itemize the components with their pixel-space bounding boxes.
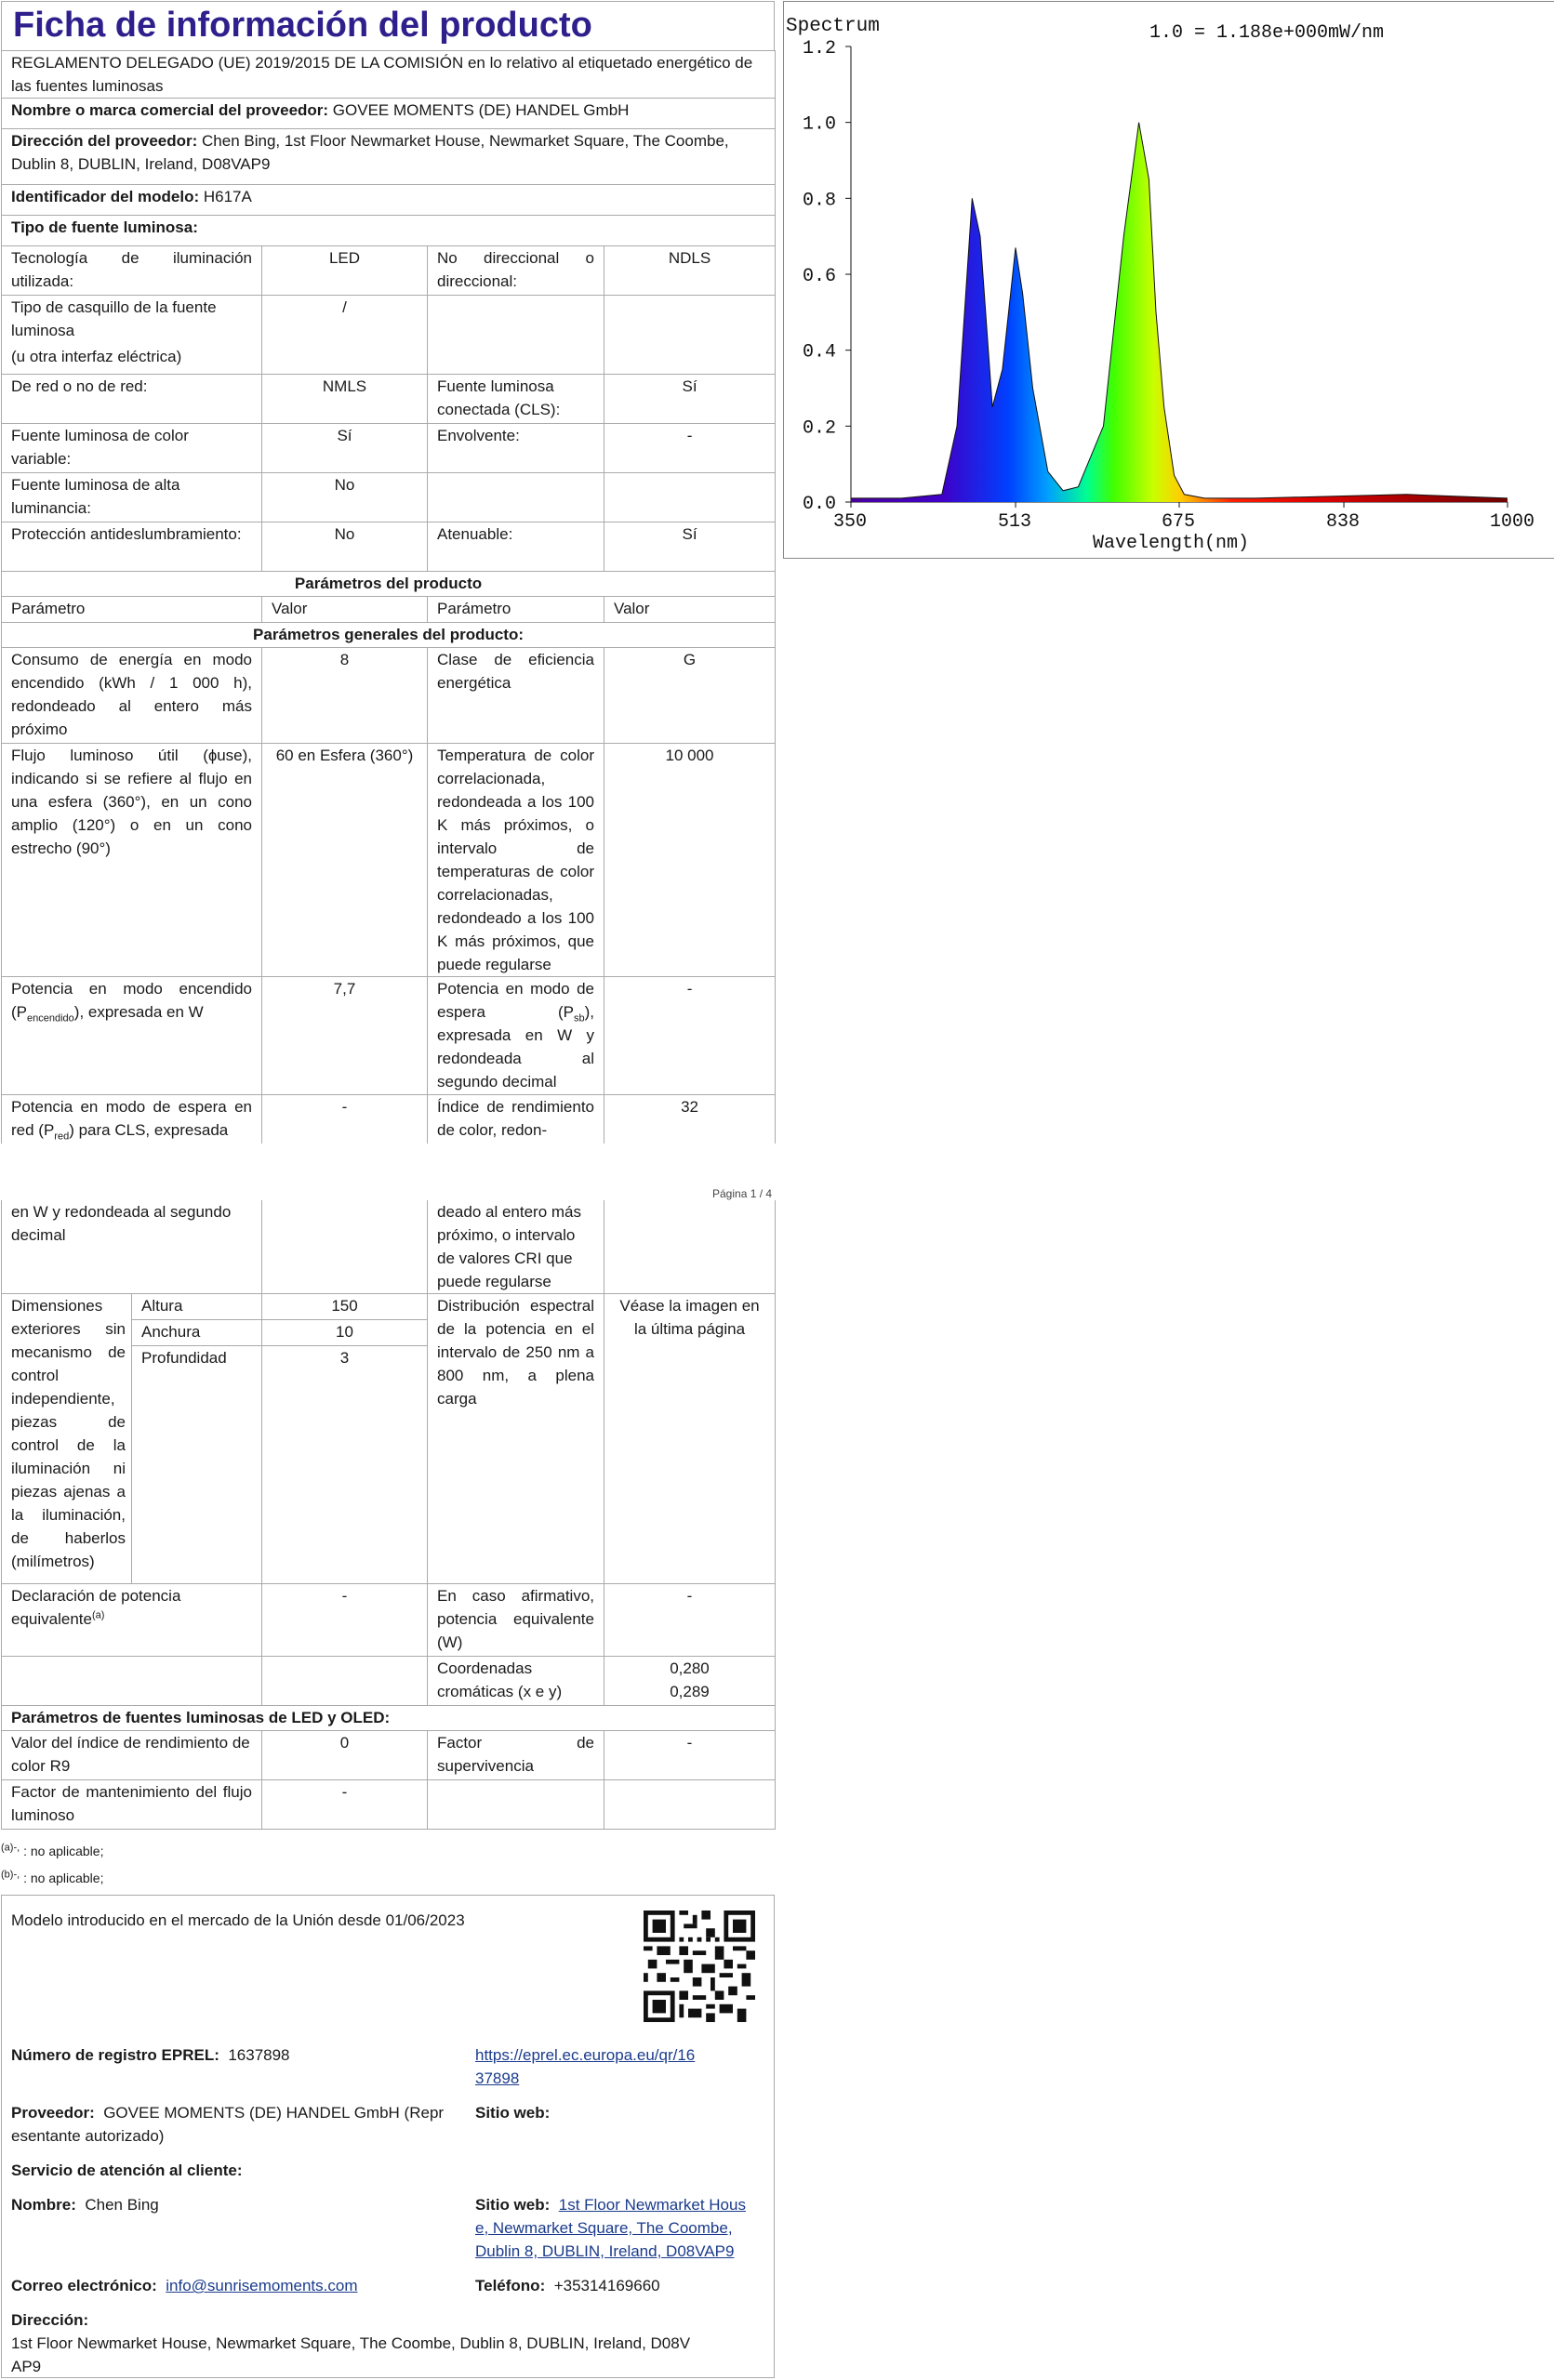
table-row: Protección antideslumbramiento: No Atenuable: Sí [2,522,776,572]
general-params-header: Parámetros generales del producto: [2,623,776,648]
contact-address: Dirección: 1st Floor Newmarket House, Newmarket Square, The Coombe, Dublin 8, DUBLIN, Ireland, D08V AP9 [11,2311,691,2375]
qr-code-icon[interactable] [644,1911,755,2022]
contact-name: Nombre: Chen Bing [11,2196,159,2214]
x-tick-label: 513 [998,511,1032,533]
spectrum-chart [783,1,1554,559]
y-tick-label: 0.4 [803,341,837,364]
y-tick-label: 1.2 [803,38,837,60]
table-row: Fuente luminosa de color variable: Sí Envolvente: - [2,424,776,473]
regulation-text: REGLAMENTO DELEGADO (UE) 2019/2015 DE LA COMISIÓN en lo relativo al etiquetado energético de las fuentes luminosas [2,51,776,99]
table-row: Consumo de energía en modo encendido (kWh / 1 000 h), redondeado al entero más próximo 8 Clase de eficiencia energética G [2,648,776,744]
spectrum-svg [784,2,1554,558]
table-row: Fuente luminosa de alta luminancia: No [2,473,776,522]
table-row: Declaración de potencia equivalente$^{(a)}$ - En caso afirmativo, potencia equivalente (W) - [2,1584,776,1657]
info-table-continued [1,1200,776,1830]
table-row: Anchura 10 [2,1320,776,1346]
address-row: Dirección del proveedor: Chen Bing, 1st Floor Newmarket House, Newmarket Square, The Coombe, Dublin 8, DUBLIN, Ireland, D08VAP9 [2,129,776,185]
table-row: Flujo luminoso útil (ɸuse), indicando si se refiere al flujo en una esfera (360°), en un cono amplio (120°) o en un cono estrecho (90°) 60 en Esfera (360°) Temperatura de color correlacionada, redondeada a los 100 K más próximos, o intervalo de temperaturas de color correlacionadas, redondeado a los 100 K más próximos, que puede regularse 10 000 [2,744,776,977]
eprel-footer [1,1895,775,2378]
note-b: $^{(b)-,}$ : no aplicable; [1,1869,104,1885]
contact-website: Sitio web: 1st Floor Newmarket Hous e, Newmarket Square, The Coombe, Dublin 8, DUBLIN, Ireland, D08VAP9 [475,2196,746,2260]
market-intro: Modelo introducido en el mercado de la Unión desde 01/06/2023 [11,1911,465,1929]
note-a: $^{(a)-,}$ : no aplicable; [1,1842,104,1858]
table-row: en W y redondeada al segundo decimal deado al entero más próximo, o intervalo de valores CRI que puede regularse [2,1200,776,1294]
table-row: De red o no de red: NMLS Fuente luminosa conectada (CLS): Sí [2,375,776,424]
supplier-row: Nombre o marca comercial del proveedor: GOVEE MOMENTS (DE) HANDEL GmbH [2,99,776,129]
spectrum-area [851,123,1508,502]
column-headers: Parámetro Valor Parámetro Valor [2,597,776,623]
y-tick-label: 0.6 [803,266,837,287]
eprel-link[interactable]: https://eprel.ec.europa.eu/qr/16 37898 [475,2046,696,2087]
page-number: Página 1 / 4 [712,1187,773,1200]
x-tick-label: 1000 [1490,511,1535,533]
spectrum-line [851,123,1508,498]
x-tick-label: 675 [1162,511,1196,533]
table-row: Valor del índice de rendimiento de color R9 0 Factor de supervivencia - [2,1731,776,1780]
table-row: Tipo de casquillo de la fuente luminosa (u otra interfaz eléctrica) / [2,296,776,375]
info-table [1,50,776,1144]
y-tick-label: 0.0 [803,494,837,515]
customer-service-label: Servicio de atención al cliente: [11,2162,243,2179]
params-header: Parámetros del producto [2,572,776,597]
table-row: Tecnología de iluminación utilizada: LED No direccional o direccional: NDLS [2,246,776,296]
led-params-header: Parámetros de fuentes luminosas de LED y OLED: [2,1706,776,1731]
table-row: Profundidad 3 [2,1346,776,1584]
contact-email: Correo electrónico: info@sunrisemoments.com [11,2277,358,2294]
table-row: Factor de mantenimiento del flujo luminoso - [2,1780,776,1830]
page-title: Ficha de información del producto [1,1,775,50]
model-row: Identificador del modelo: H617A [2,185,776,216]
product-info-sheet [1,1,775,1144]
eprel-number: Número de registro EPREL: 1637898 [11,2046,290,2064]
x-axis-label: Wavelength(nm) [1093,533,1250,554]
y-tick-label: 0.2 [803,417,837,440]
source-type-label: Tipo de fuente luminosa: [2,216,776,246]
table-row: Potencia en modo encendido $(P_{encendido})$, expresada en W 7,7 Potencia en modo de espera $(P_{sb})$, expresada en W y redondeada al segundo decimal - [2,977,776,1095]
x-tick-label: 838 [1326,511,1361,533]
product-info-sheet-continued [1,1200,775,1830]
table-row: Dimensiones exteriores sin mecanismo de control independiente, piezas de control de la iluminación ni piezas ajenas a la iluminación, de haberlos (milímetros) Altura 150 Distribución espectral de la potencia en el intervalo de 250 nm a 800 nm, a plena carga Véase la imagen en la última página [2,1294,776,1320]
y-tick-label: 0.8 [803,190,837,212]
contact-phone: Teléfono: +35314169660 [475,2277,660,2294]
website-label: Sitio web: [475,2104,551,2122]
chart-annotation: 1.0 = 1.188e+000mW/nm [1149,22,1385,44]
chart-title: Spectrum [786,16,880,37]
y-tick-label: 1.0 [803,113,837,136]
supplier-info: Proveedor: GOVEE MOMENTS (DE) HANDEL GmbH (Repr esentante autorizado) [11,2104,445,2145]
table-row: Potencia en modo de espera en red $(P_{red})$ para CLS, expresada - Índice de rendimiento de color, redon- 32 [2,1095,776,1144]
table-row: Coordenadas cromáticas (x e y) 0,280 0,289 [2,1657,776,1706]
x-tick-label: 350 [833,511,868,533]
